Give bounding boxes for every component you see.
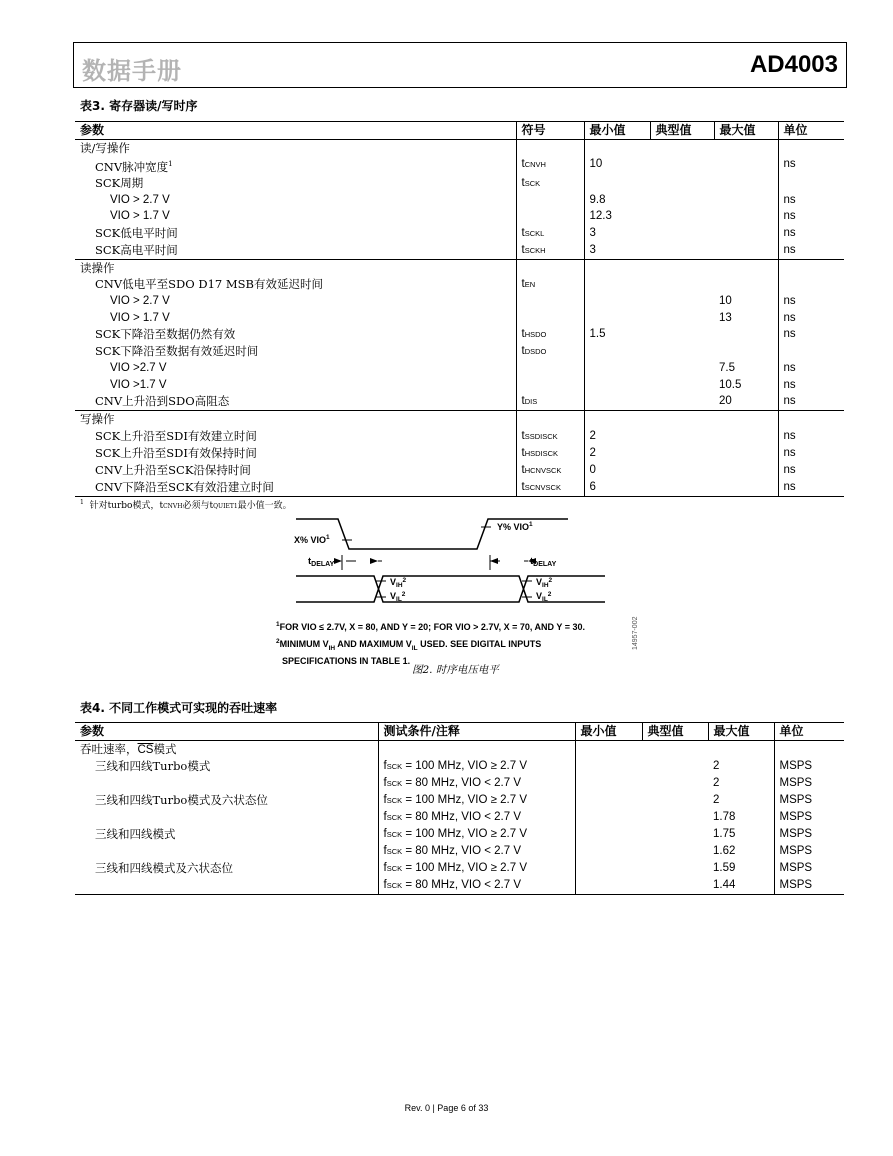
symbol-cell: tSCKH xyxy=(516,242,584,260)
symbol-cell xyxy=(516,208,584,225)
symbol-cell: tHCNVSCK xyxy=(516,462,584,479)
min-cell xyxy=(584,139,650,156)
min-cell xyxy=(584,276,650,293)
typ-cell xyxy=(650,310,714,327)
min-cell xyxy=(575,877,642,895)
typ-cell xyxy=(650,462,714,479)
typ-cell xyxy=(650,377,714,394)
typ-cell xyxy=(650,428,714,445)
section-title: 数据手册 xyxy=(82,57,182,85)
min-cell xyxy=(575,826,642,843)
table-row xyxy=(75,479,844,497)
table-row xyxy=(75,208,844,225)
symbol-cell xyxy=(516,411,584,428)
min-cell xyxy=(575,843,642,860)
unit-cell: ns xyxy=(778,208,844,225)
t3-header-cell: 最大值 xyxy=(714,122,778,140)
t3-header-cell: 符号 xyxy=(516,122,584,140)
unit-cell: ns xyxy=(778,293,844,310)
table-row xyxy=(75,843,844,860)
table-row xyxy=(75,326,844,343)
max-cell: 20 xyxy=(719,395,732,408)
condition-cell: fSCK = 100 MHz, VIO ≥ 2.7 V xyxy=(378,826,575,843)
typ-cell xyxy=(650,276,714,293)
max-cell xyxy=(714,343,778,360)
param-cell: 三线和四线Turbo模式及六状态位 xyxy=(95,792,268,807)
table3-title: 表3. 寄存器读/写时序 xyxy=(80,99,198,113)
unit-cell: MSPS xyxy=(774,877,844,895)
max-cell xyxy=(714,225,778,242)
param-cell: VIO > 1.7 V xyxy=(110,210,170,223)
t4-header-cell: 最小值 xyxy=(575,723,642,741)
unit-cell: MSPS xyxy=(774,843,844,860)
min-cell xyxy=(575,775,642,792)
part-number: AD4003 xyxy=(749,51,838,78)
max-cell xyxy=(714,192,778,209)
param-cell: VIO > 1.7 V xyxy=(110,311,170,324)
min-cell xyxy=(584,343,650,360)
unit-cell: ns xyxy=(778,428,844,445)
condition-cell: fSCK = 100 MHz, VIO ≥ 2.7 V xyxy=(378,860,575,877)
symbol-cell: tEN xyxy=(516,276,584,293)
unit-cell: MSPS xyxy=(774,792,844,809)
typ-cell xyxy=(650,175,714,192)
param-cell xyxy=(75,809,378,826)
symbol-cell: tDIS xyxy=(516,393,584,411)
lower-waveform-b xyxy=(296,576,605,602)
symbol-cell xyxy=(516,192,584,209)
max-cell xyxy=(714,139,778,156)
max-cell: 13 xyxy=(719,311,732,324)
table-row xyxy=(75,175,844,192)
table-row xyxy=(75,276,844,293)
min-cell xyxy=(584,259,650,276)
table-row xyxy=(75,192,844,209)
typ-cell xyxy=(650,259,714,276)
param-cell: 写操作 xyxy=(75,411,516,428)
typ-cell xyxy=(650,326,714,343)
param-cell: CNV上升沿到SDO高阻态 xyxy=(95,394,230,409)
table-row xyxy=(75,809,844,826)
param-cell: 三线和四线Turbo模式 xyxy=(95,758,211,773)
symbol-cell xyxy=(516,293,584,310)
typ-cell xyxy=(650,343,714,360)
min-cell xyxy=(584,377,650,394)
max-cell xyxy=(714,411,778,428)
param-cell: 读/写操作 xyxy=(80,140,130,155)
typ-cell xyxy=(650,293,714,310)
table-row xyxy=(75,758,844,775)
min-cell xyxy=(584,293,650,310)
typ-cell xyxy=(642,792,708,809)
min-cell: 1.5 xyxy=(584,326,650,343)
unit-cell: ns xyxy=(778,156,844,175)
min-cell: 9.8 xyxy=(584,192,650,209)
group-title-cell: 吞吐速率，$\overline{CS}$模式 xyxy=(80,741,177,756)
condition-cell: fSCK = 80 MHz, VIO < 2.7 V xyxy=(378,877,575,895)
min-cell xyxy=(584,411,650,428)
max-cell: 10.5 xyxy=(719,378,742,391)
typ-cell xyxy=(642,877,708,895)
unit-cell: ns xyxy=(778,360,844,377)
max-cell xyxy=(714,156,778,175)
symbol-cell: tCNVH xyxy=(516,156,584,175)
unit-cell: MSPS xyxy=(774,826,844,843)
param-cell: SCK低电平时间 xyxy=(95,225,178,240)
max-cell: 1.44 xyxy=(708,877,774,895)
table-row xyxy=(75,826,844,843)
symbol-cell xyxy=(516,360,584,377)
symbol-cell xyxy=(516,259,584,276)
min-cell xyxy=(584,310,650,327)
symbol-cell xyxy=(516,139,584,156)
typ-cell xyxy=(650,411,714,428)
table-row xyxy=(75,428,844,445)
table4-title: 表4. 不同工作模式可实现的吞吐速率 xyxy=(80,701,278,715)
max-cell xyxy=(714,462,778,479)
unit-cell: ns xyxy=(778,462,844,479)
min-cell: 2 xyxy=(584,428,650,445)
t4-header-cell: 最大值 xyxy=(708,723,774,741)
condition-cell: fSCK = 80 MHz, VIO < 2.7 V xyxy=(378,843,575,860)
table-row xyxy=(75,242,844,260)
table-row xyxy=(75,377,844,394)
min-cell: 10 xyxy=(584,156,650,175)
param-cell: VIO > 2.7 V xyxy=(110,193,170,206)
t4-header-cell: 参数 xyxy=(75,723,378,741)
table-row xyxy=(75,877,844,895)
min-cell: 6 xyxy=(584,479,650,497)
symbol-cell: tSCK xyxy=(516,175,584,192)
symbol-cell: tSCKL xyxy=(516,225,584,242)
max-cell: 7.5 xyxy=(719,362,735,375)
param-cell: SCK下降沿至数据仍然有效 xyxy=(95,327,236,342)
typ-cell xyxy=(650,242,714,260)
param-cell: SCK周期 xyxy=(95,175,144,190)
param-cell: SCK下降沿至数据有效延迟时间 xyxy=(95,344,259,359)
typ-cell xyxy=(650,360,714,377)
min-cell: 12.3 xyxy=(584,208,650,225)
max-cell: 2 xyxy=(713,759,720,772)
min-cell xyxy=(584,175,650,192)
symbol-cell: tHSDO xyxy=(516,326,584,343)
param-cell: VIO > 2.7 V xyxy=(110,295,170,308)
typ-cell xyxy=(642,809,708,826)
max-cell: 10 xyxy=(719,295,732,308)
max-cell xyxy=(714,326,778,343)
param-cell: SCK高电平时间 xyxy=(95,242,178,257)
param-cell: CNV下降沿至SCK有效沿建立时间 xyxy=(75,479,516,497)
param-cell: 三线和四线模式 xyxy=(95,826,176,841)
t4-header-cell: 测试条件/注释 xyxy=(378,723,575,741)
page-header xyxy=(73,42,847,88)
param-cell: 三线和四线模式及六状态位 xyxy=(95,860,233,875)
max-cell: 1.59 xyxy=(713,861,736,874)
min-cell xyxy=(584,360,650,377)
typ-cell xyxy=(650,208,714,225)
min-cell xyxy=(575,792,642,809)
min-cell xyxy=(575,809,642,826)
typ-cell xyxy=(650,479,714,497)
t4-header-cell: 典型值 xyxy=(642,723,708,741)
unit-cell xyxy=(778,343,844,360)
typ-cell xyxy=(650,192,714,209)
typ-cell xyxy=(650,393,714,411)
symbol-cell: tSSDISCK xyxy=(516,428,584,445)
condition-cell: fSCK = 80 MHz, VIO < 2.7 V xyxy=(378,775,575,792)
max-cell xyxy=(714,208,778,225)
min-cell: 0 xyxy=(584,462,650,479)
table4 xyxy=(75,722,844,895)
table-row xyxy=(75,411,844,428)
unit-cell: ns xyxy=(778,377,844,394)
typ-cell xyxy=(650,445,714,462)
unit-cell: MSPS xyxy=(774,775,844,792)
table-row xyxy=(75,445,844,462)
table-row xyxy=(75,310,844,327)
vil-label-right: $V_{IL}^2$ xyxy=(536,591,552,603)
typ-cell xyxy=(650,156,714,175)
unit-cell: MSPS xyxy=(774,809,844,826)
param-cell xyxy=(75,877,378,895)
unit-cell: ns xyxy=(778,242,844,260)
table-row xyxy=(75,225,844,242)
unit-cell: ns xyxy=(778,393,844,411)
min-cell: 2 xyxy=(584,445,650,462)
param-cell: VIO >1.7 V xyxy=(110,378,167,391)
vil-label-left: $V_{IL}^2$ xyxy=(390,591,406,603)
max-cell xyxy=(714,259,778,276)
t3-header-cell: 典型值 xyxy=(650,122,714,140)
typ-cell xyxy=(642,860,708,877)
page-footer: Rev. 0 | Page 6 of 33 xyxy=(404,1103,489,1113)
t3-header-cell: 最小值 xyxy=(584,122,650,140)
min-cell xyxy=(584,393,650,411)
unit-cell: ns xyxy=(778,326,844,343)
max-cell xyxy=(714,175,778,192)
condition-cell: fSCK = 100 MHz, VIO ≥ 2.7 V xyxy=(378,758,575,775)
unit-cell: ns xyxy=(778,310,844,327)
unit-cell xyxy=(778,259,844,276)
typ-cell xyxy=(642,843,708,860)
param-cell: CNV低电平至SDO D17 MSB有效延迟时间 xyxy=(95,277,323,292)
typ-cell xyxy=(650,139,714,156)
max-cell xyxy=(714,445,778,462)
param-cell xyxy=(75,843,378,860)
typ-cell xyxy=(642,758,708,775)
max-cell xyxy=(714,242,778,260)
table-row xyxy=(75,462,844,479)
figure2-notes: $^1$FOR VIO ≤ 2.7V, X = 80, AND Y = 20; FOR VIO > 2.7V, X = 70, AND Y = 30. $^2$MINIMUM $V_{IH}$ AND MAXIMUM $V_{IL}$ USED. SEE DIGITAL INPUTS SPECIFICATIONS IN TABLE 1. xyxy=(276,621,585,666)
typ-cell xyxy=(650,225,714,242)
symbol-cell xyxy=(516,377,584,394)
symbol-cell: tSCNVSCK xyxy=(516,479,584,497)
param-cell: 读操作 xyxy=(75,259,516,276)
table3-footnote: $^1$ 针对turbo模式，tCNVH必须与tQUIET1最小值一致。 xyxy=(80,499,292,511)
param-cell xyxy=(75,775,378,792)
unit-cell: MSPS xyxy=(774,758,844,775)
table-row xyxy=(75,360,844,377)
param-cell: SCK上升沿至SDI有效建立时间 xyxy=(95,428,257,443)
unit-cell: ns xyxy=(778,479,844,497)
table-row xyxy=(75,259,844,276)
figure-id: 14957-002 xyxy=(632,616,639,650)
symbol-cell xyxy=(516,310,584,327)
max-cell: 2 xyxy=(713,776,720,789)
min-cell: 3 xyxy=(584,242,650,260)
symbol-cell: tDSDO xyxy=(516,343,584,360)
unit-cell: MSPS xyxy=(774,860,844,877)
max-cell xyxy=(714,276,778,293)
table3 xyxy=(75,121,844,497)
max-cell xyxy=(714,428,778,445)
table-row xyxy=(75,343,844,360)
table-row xyxy=(75,792,844,809)
max-cell xyxy=(714,479,778,497)
tdelay-right: $t_{DELAY}$ xyxy=(530,556,557,568)
table-row xyxy=(75,139,844,156)
unit-cell xyxy=(778,411,844,428)
max-cell: 1.75 xyxy=(713,827,736,840)
min-cell: 3 xyxy=(584,225,650,242)
unit-cell xyxy=(778,175,844,192)
table-row xyxy=(75,393,844,411)
t3-header-cell: 单位 xyxy=(778,122,844,140)
figure2-caption: 图2. 时序电压电平 xyxy=(412,664,499,676)
t3-header-cell: 参数 xyxy=(75,122,516,140)
min-cell xyxy=(575,860,642,877)
symbol-cell: tHSDISCK xyxy=(516,445,584,462)
t4-header-cell: 单位 xyxy=(774,723,844,741)
lower-waveform-a xyxy=(296,576,605,602)
tdelay-left: $t_{DELAY}$ xyxy=(308,556,335,568)
unit-cell xyxy=(778,139,844,156)
unit-cell: ns xyxy=(778,445,844,462)
x-vio-label: X% VIO$^1$ xyxy=(294,534,330,545)
vih-label-right: $V_{IH}^2$ xyxy=(536,577,553,589)
max-cell: 1.78 xyxy=(713,810,736,823)
unit-cell: ns xyxy=(778,192,844,209)
table-row xyxy=(75,156,844,175)
table-row xyxy=(75,775,844,792)
param-cell: CNV上升沿至SCK沿保持时间 xyxy=(95,462,251,477)
typ-cell xyxy=(642,826,708,843)
min-cell xyxy=(575,758,642,775)
vih-label-left: $V_{IH}^2$ xyxy=(390,577,407,589)
table-row xyxy=(75,740,844,758)
param-cell: VIO >2.7 V xyxy=(110,362,167,375)
max-cell: 2 xyxy=(713,793,720,806)
param-cell: CNV脉冲宽度$^1$ xyxy=(95,159,173,174)
table-row xyxy=(75,293,844,310)
param-cell: SCK上升沿至SDI有效保持时间 xyxy=(95,445,257,460)
unit-cell xyxy=(778,276,844,293)
timing-voltage-diagram xyxy=(0,510,893,615)
max-cell: 1.62 xyxy=(713,844,736,857)
unit-cell: ns xyxy=(778,225,844,242)
table-row xyxy=(75,860,844,877)
condition-cell: fSCK = 100 MHz, VIO ≥ 2.7 V xyxy=(378,792,575,809)
typ-cell xyxy=(642,775,708,792)
y-vio-label: Y% VIO$^1$ xyxy=(497,521,533,532)
condition-cell: fSCK = 80 MHz, VIO < 2.7 V xyxy=(378,809,575,826)
